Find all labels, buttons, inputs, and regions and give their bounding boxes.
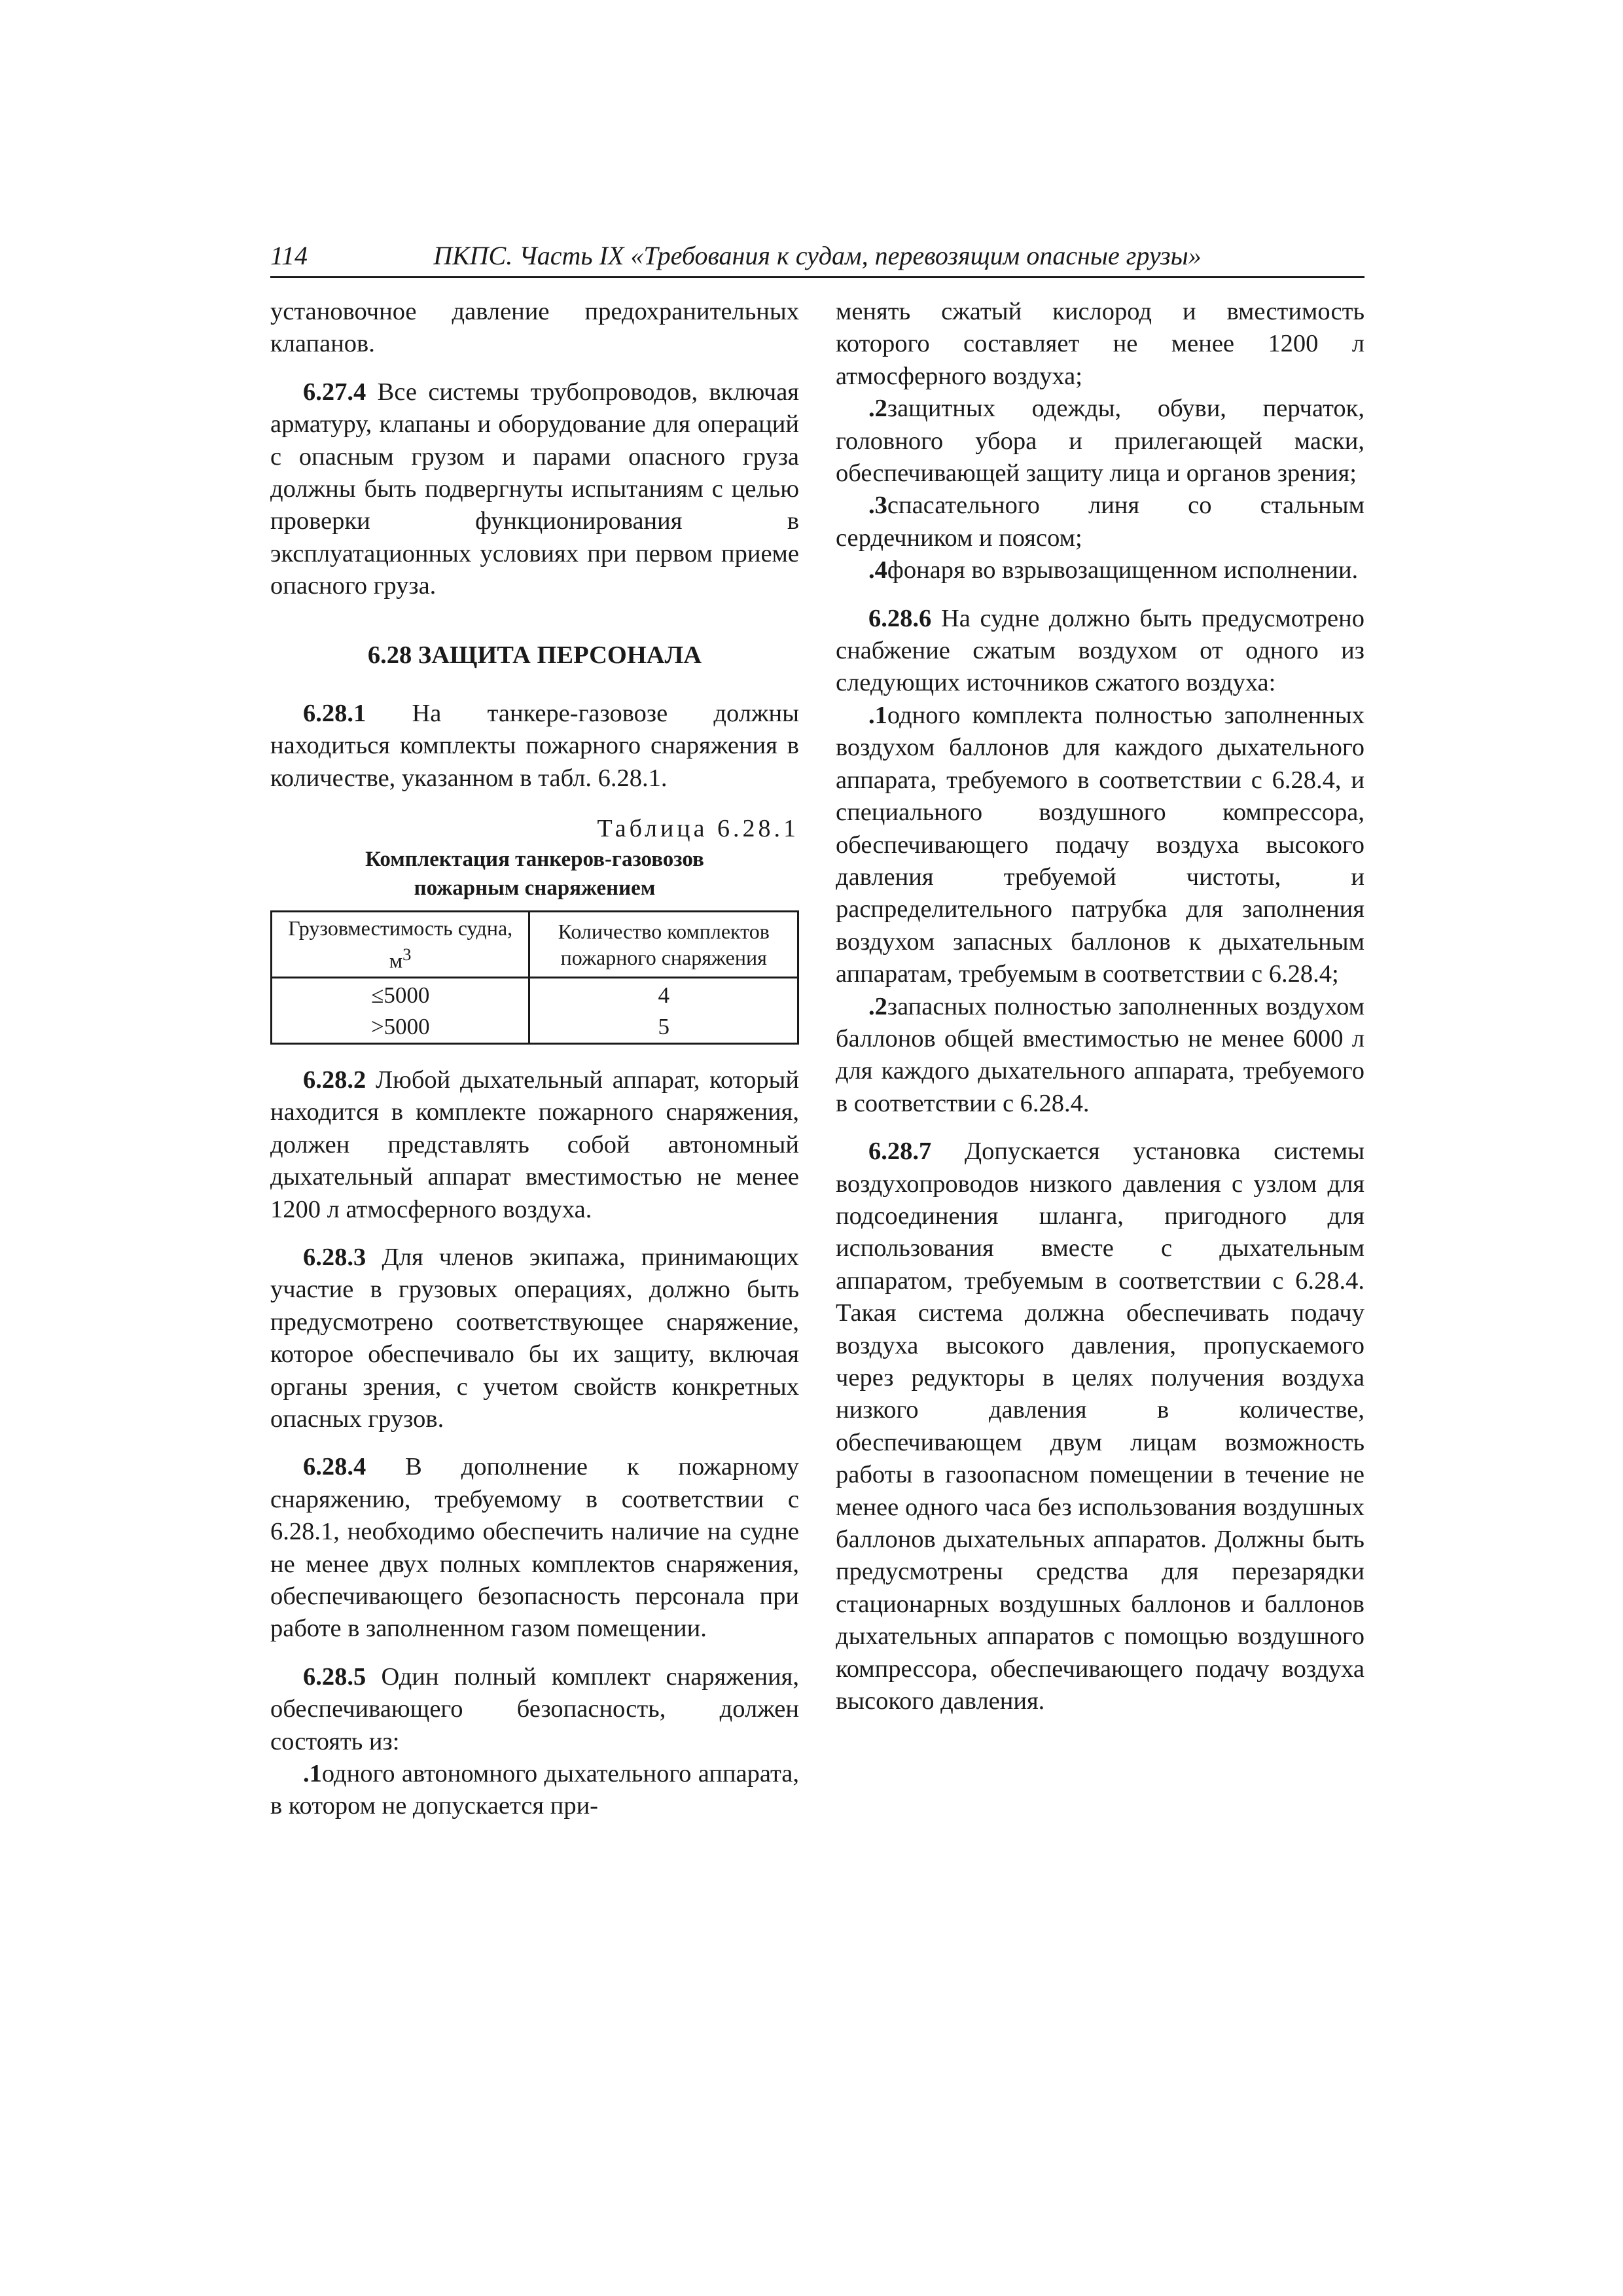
clause-number: 6.28.1 [303,700,366,728]
clause-text: На судне должно быть предусмотрено снабжение сжатым воздухом от одного из следующих источников сжатого воздуха: [836,604,1365,697]
clause-text: На танкере-газовозе должны находиться комплекты пожарного снаряжения в количестве, указанном в табл. 6.28.1. [270,700,800,792]
item-text: одного автономного дыхательного аппарата, в котором не допускается при- [270,1760,799,1820]
item-text: защитных одежды, обуви, перчаток, головного убора и прилегающей маски, обеспечивающей защиту лица и органов зрения; [836,395,1364,488]
capacity-cell: >5000 [272,1011,529,1044]
equipment-table [270,910,799,1045]
capacity-header-label: Грузовместимость судна, [288,916,513,941]
table-caption: Таблица 6.28.1 [597,815,799,843]
left-column [270,296,799,1823]
paragraph-6-28-5 [270,1661,799,1758]
item-text: одного комплекта полностью заполненных воздухом баллонов для каждого дыхательного аппарата, требуемого в соответствии с 6.28.4, и специального воздушного компрессора, обеспечивающего подачу воздуха высокого давления требуемой чистоты, и распределительного патрубка для заполнения воздухом запасных баллонов к дыхательным аппаратам, требуемым в соответствии с 6.28.4; [836,701,1364,988]
list-item-4 [836,554,1364,586]
paragraph-6-28-2 [270,1064,799,1226]
item-number: .2 [868,395,887,423]
list-item-2 [836,393,1364,490]
header-title: ПКПС. Часть IX «Требования к судам, перевозящим опасные грузы» [433,241,1202,270]
unit-base: м [389,948,403,973]
paragraph-continuation: установочное давление предохранительных клапанов. [270,298,799,358]
source-item-2 [836,991,1364,1121]
paragraph-6-28-6 [836,603,1364,700]
clause-number: 6.28.3 [303,1243,366,1271]
clause-number: 6.28.4 [303,1453,366,1481]
item-number: .1 [868,701,887,729]
capacity-header [272,912,529,978]
paragraph-6-28-3 [270,1242,799,1435]
paragraph-6-27-4 [270,376,799,603]
item-number: .2 [868,992,887,1020]
unit-superscript: 3 [402,944,412,965]
paragraph-6-28-4 [270,1451,799,1645]
sets-header [529,912,798,978]
clause-text: Один полный комплект снаряжения, обеспечивающего безопасность, должен состоять из: [270,1662,799,1755]
item-text: фонаря во взрывозащищенном исполнении. [887,556,1359,584]
list-item-3 [836,490,1364,554]
paragraph-6-28-1 [270,698,799,795]
clause-number: 6.28.5 [303,1662,366,1691]
item-number: .3 [868,492,887,520]
table-title-line-2: пожарным снаряжением [414,876,656,901]
section-heading: 6.28 ЗАЩИТА ПЕРСОНАЛА [367,641,702,669]
running-header [270,236,1364,278]
sets-header-line-2: пожарного снаряжения [560,946,767,970]
item-text: спасательного линя со стальным сердечником и поясом; [836,492,1364,552]
clause-number: 6.27.4 [303,378,366,406]
paragraph-continuation: менять сжатый кислород и вместимость которого составляет не менее 1200 л атмосферного воздуха; [836,298,1364,390]
table-title-line-1: Комплектация танкеров-газовозов [365,848,704,872]
clause-number: 6.28.7 [868,1138,932,1166]
capacity-unit [276,941,524,974]
sets-cell: 5 [529,1011,798,1044]
page-number: 114 [270,241,308,270]
item-number: .4 [868,556,887,584]
table-row [272,1011,798,1044]
clause-text: В дополнение к пожарному снаряжению, требуемому в соответствии с 6.28.1, необходимо обеспечить наличие на судне не менее двух полных комплектов снаряжения, обеспечивающего безопасность персонала при работе в заполненном газом помещении. [270,1453,799,1643]
source-item-1 [836,700,1364,991]
clause-number: 6.28.2 [303,1066,366,1094]
table-header-row [272,912,798,978]
sets-cell: 4 [529,977,798,1011]
clause-text: Любой дыхательный аппарат, который находится в комплекте пожарного снаряжения, должен представлять собой автономный дыхательный аппарат вместимостью не менее 1200 л атмосферного воздуха. [270,1066,800,1223]
clause-text: Допускается установка системы воздухопроводов низкого давления с узлом для подсоединения шланга, пригодного для использования вместе с дыхательным аппаратом, требуемым в соответствии с 6.28.4. Такая система должна обеспечивать подачу воздуха высокого давления, пропускаемого через редукторы в целях получения воздуха низкого давления в количестве, обеспечивающем двум лицам возможность работы в газоопасном помещении в течение не менее одного часа без использования воздушных баллонов дыхательных аппаратов. Должны быть предусмотрены средства для перезарядки стационарных воздушных баллонов и баллонов дыхательных аппаратов с помощью воздушного компрессора, обеспечивающего подачу воздуха высокого давления. [836,1138,1364,1715]
clause-text: Все системы трубопроводов, включая арматуру, клапаны и оборудование для операций с опасным грузом и парами опасного груза должны быть подвергнуты испытаниям с целью проверки функционирования в эксплуатационных условиях при первом приеме опасного груза. [270,378,799,600]
item-number: .1 [303,1760,322,1788]
capacity-cell: ≤5000 [272,977,529,1011]
table-title [270,845,799,903]
right-column [836,296,1364,1717]
sets-header-line-1: Количество комплектов [558,920,770,944]
paragraph-6-28-7 [836,1136,1364,1717]
clause-number: 6.28.6 [868,604,932,632]
list-item-1 [270,1758,799,1823]
item-text: запасных полностью заполненных воздухом баллонов общей вместимостью не менее 6000 л для каждого дыхательного аппарата, требуемого в соответствии с 6.28.4. [836,992,1364,1117]
table-row [272,977,798,1011]
clause-text: Для членов экипажа, принимающих участие в грузовых операциях, должно быть предусмотрено соответствующее снаряжение, которое обеспечивало бы их защиту, включая органы зрения, с учетом свойств конкретных опасных грузов. [270,1243,799,1433]
